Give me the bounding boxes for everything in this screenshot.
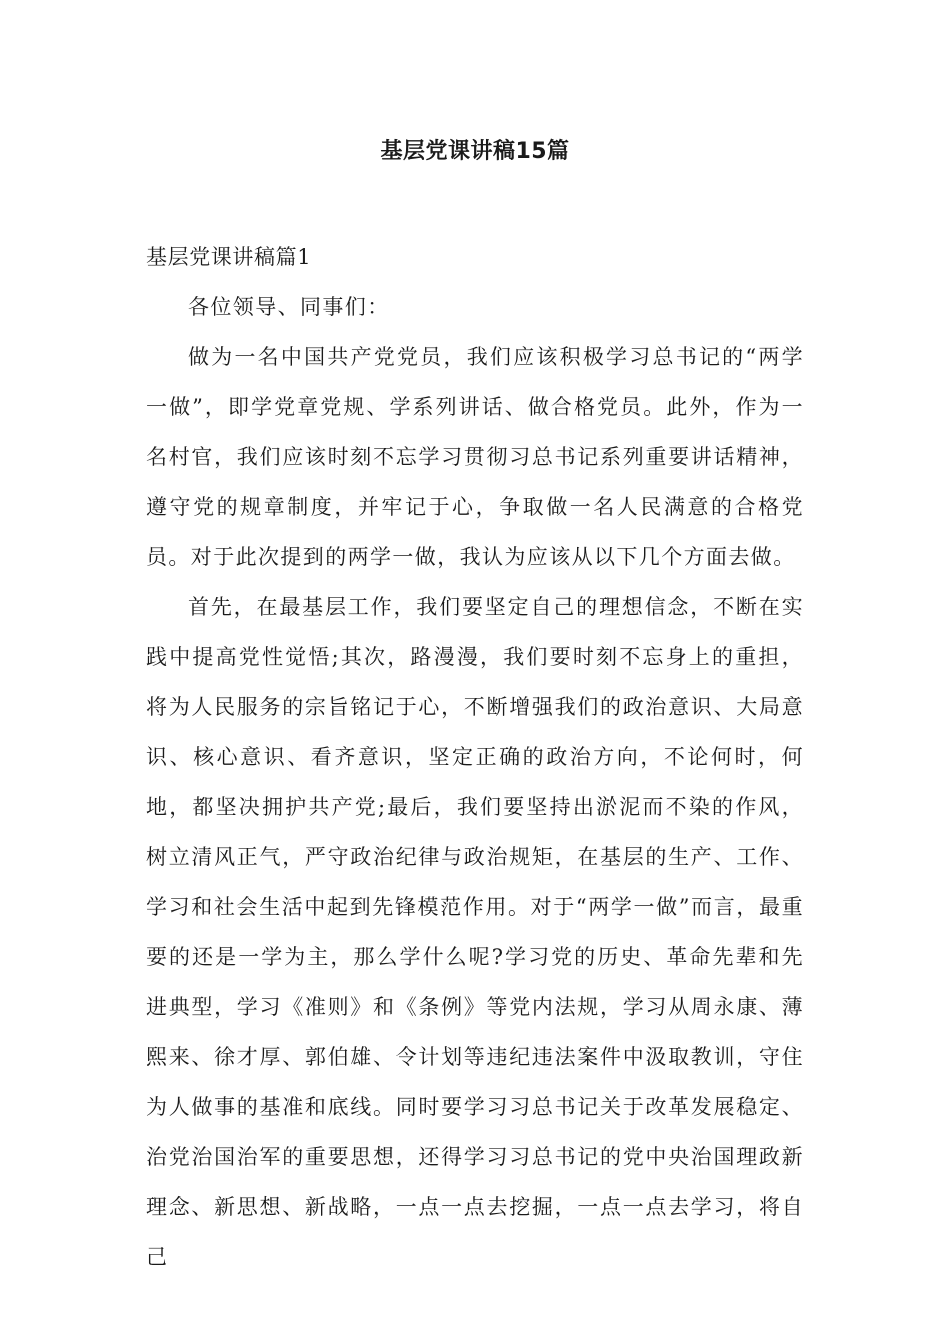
- document-title: 基层党课讲稿15篇: [380, 139, 570, 164]
- section-heading: 基层党课讲稿篇1: [146, 245, 312, 269]
- body-paragraph-2: 首先，在最基层工作，我们要坚定自己的理想信念，不断在实践中提高党性觉悟;其次，路漫漫，我们要时刻不忘身上的重担，将为人民服务的宗旨铭记于心，不断增强我们的政治意识、大局意识、核心意识、看齐意识，坚定正确的政治方向，不论何时，何地，都坚决拥护共产党;最后，我们要坚持出淤泥而不染的作风，树立清风正气，严守政治纪律与政治规矩，在基层的生产、工作、学习和社会生活中起到先锋模范作用。对于“两学一做”而言，最重要的还是一学为主，那么学什么呢?学习党的历史、革命先辈和先进典型，学习《准则》和《条例》等党内法规，学习从周永康、薄熙来、徐才厚、郭伯雄、令计划等违纪违法案件中汲取教训，守住为人做事的基准和底线。同时要学习习总书记关于改革发展稳定、治党治国治军的重要思想，还得学习习总书记的党中央治国理政新理念、新思想、新战略，一点一点去挖掘，一点一点去学习，将自己: [146, 595, 804, 1269]
- salutation-paragraph: 各位领导、同事们：: [188, 295, 390, 319]
- document-body: [146, 232, 804, 1282]
- body-paragraph-1: 做为一名中国共产党党员，我们应该积极学习总书记的“两学一做”，即学党章党规、学系列讲话、做合格党员。此外，作为一名村官，我们应该时刻不忘学习贯彻习总书记系列重要讲话精神，遵守党的规章制度，并牢记于心，争取做一名人民满意的合格党员。对于此次提到的两学一做，我认为应该从以下几个方面去做。: [146, 345, 804, 569]
